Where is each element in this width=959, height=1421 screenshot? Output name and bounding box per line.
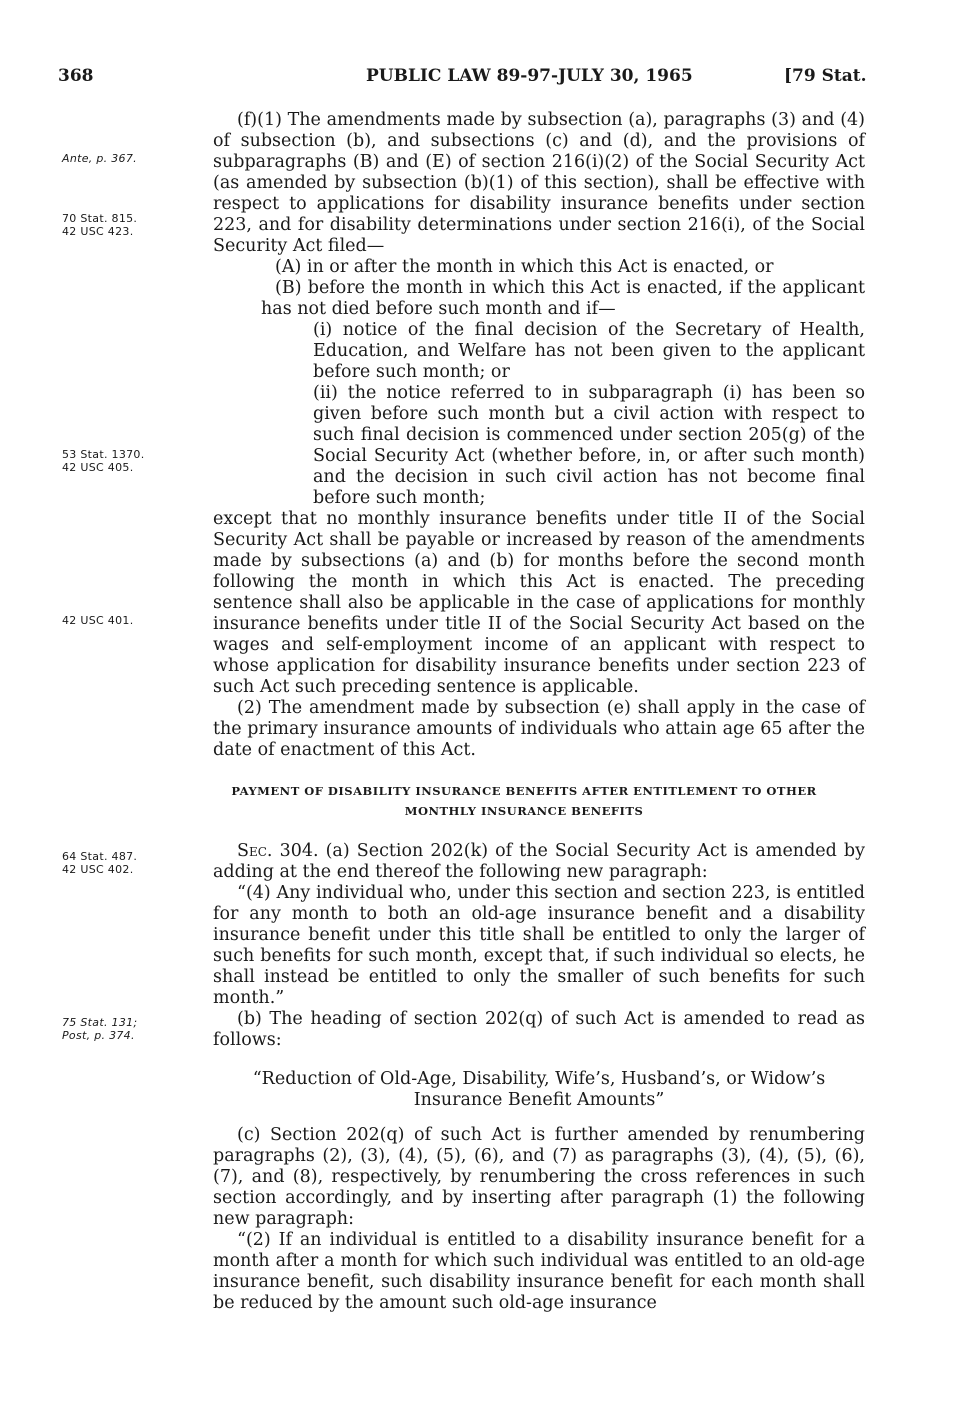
section-heading: PAYMENT OF DISABILITY INSURANCE BENEFITS AFTER ENTITLEMENT TO OTHER MONTHLY INSURANCE BENEFITS [231, 784, 817, 818]
paragraph-ii: (ii) the notice referred to in subparagraph (i) has been so given before such month but a civil action with respect to such final decision is commenced under section 205(g) of the Social Security Act (whether before, in, or after such month) and the decision in such civil action has not become final before such month; [313, 383, 865, 508]
margin-note-53-stat: 53 Stat. 1370. 42 USC 405. [62, 448, 145, 474]
paragraph-f1: (f)(1) The amendments made by subsection (a), paragraphs (3) and (4) of subsection (b), and subsections (c) and (d), and the provisions of subparagraphs (B) and (E) of section 216(i)(2) of the Social Security Act (as amended by subsection (b)(1) of this section), shall be effective with respect to applications for disability insurance benefits under section 223, and for disability determinations under section 216(i), of the Social Security Act filed— [213, 110, 865, 256]
paragraph-A: (A) in or after the month in which this Act is enacted, or [275, 257, 774, 277]
margin-note-ante: Ante, p. 367. [62, 152, 137, 165]
margin-note-64-stat: 64 Stat. 487. 42 USC 402. [62, 850, 138, 876]
paragraph-i: (i) notice of the final decision of the Secretary of Health, Education, and Welfare has not been given to the applicant before such month; or [313, 320, 865, 382]
paragraph-quoted-4: “(4) Any individual who, under this section and section 223, is entitled for any month to both an old-age insurance benefit and a disability insurance benefit under this title shall be entitled to only the larger of such benefits for such month, except that, if such individual so elects, he shall instead be entitled to only the smaller of such benefits for such month.” [213, 883, 865, 1008]
margin-note-75-stat: 75 Stat. 131; Post, p. 374. [62, 1016, 138, 1042]
paragraph-c: (c) Section 202(q) of such Act is further amended by renumbering paragraphs (2), (3), (4), (5), (6), and (7) as paragraphs (3), (4), (5), (6), (7), and (8), respectively, by renumbering the cross references in such section accordingly, and by inserting after paragraph (1) the following new paragraph: [213, 1125, 865, 1229]
paragraph-B: (B) before the month in which this Act is enacted, if the applicant has not died before such month and if— [261, 278, 865, 319]
paragraph-b: (b) The heading of section 202(q) of such Act is amended to read as follows: [213, 1009, 865, 1050]
body-text [213, 110, 865, 1314]
paragraph-f2: (2) The amendment made by subsection (e) shall apply in the case of the primary insurance amounts of individuals who attain age 65 after the date of enactment of this Act. [213, 698, 865, 760]
section-label: Sec. [237, 841, 273, 861]
paragraph-except: except that no monthly insurance benefits under title II of the Social Security Act shall be payable or increased by reason of the amendments made by subsections (a) and (b) for months before the second month following the month in which this Act is enacted. The preceding sentence shall also be applicable in the case of applications for monthly insurance benefits under title II of the Social Security Act based on the wages and self-employment income of an applicant with respect to whose application for disability insurance benefits under section 223 of such Act such preceding sentence is applicable. [213, 509, 865, 697]
reduction-heading: “Reduction of Old-Age, Disability, Wife’s, Husband’s, or Widow’s Insurance Benefit Amounts” [252, 1069, 826, 1110]
running-title: PUBLIC LAW 89-97-JULY 30, 1965 [366, 66, 693, 86]
page-number: 368 [58, 66, 94, 86]
margin-note-42-usc-401: 42 USC 401. [62, 614, 134, 627]
statute-volume: [79 Stat. [784, 66, 867, 86]
paragraph-quoted-2: “(2) If an individual is entitled to a disability insurance benefit for a month after a month for which such individual was entitled to an old-age insurance benefit, such disability insurance benefit for each month shall be reduced by the amount such old-age insurance [213, 1230, 865, 1313]
paragraph-sec-304a [213, 841, 865, 883]
section-304a-text: 304. (a) Section 202(k) of the Social Security Act is amended by adding at the end thereof the following new paragraph: [213, 841, 865, 882]
margin-note-70-stat: 70 Stat. 815. 42 USC 423. [62, 212, 138, 238]
